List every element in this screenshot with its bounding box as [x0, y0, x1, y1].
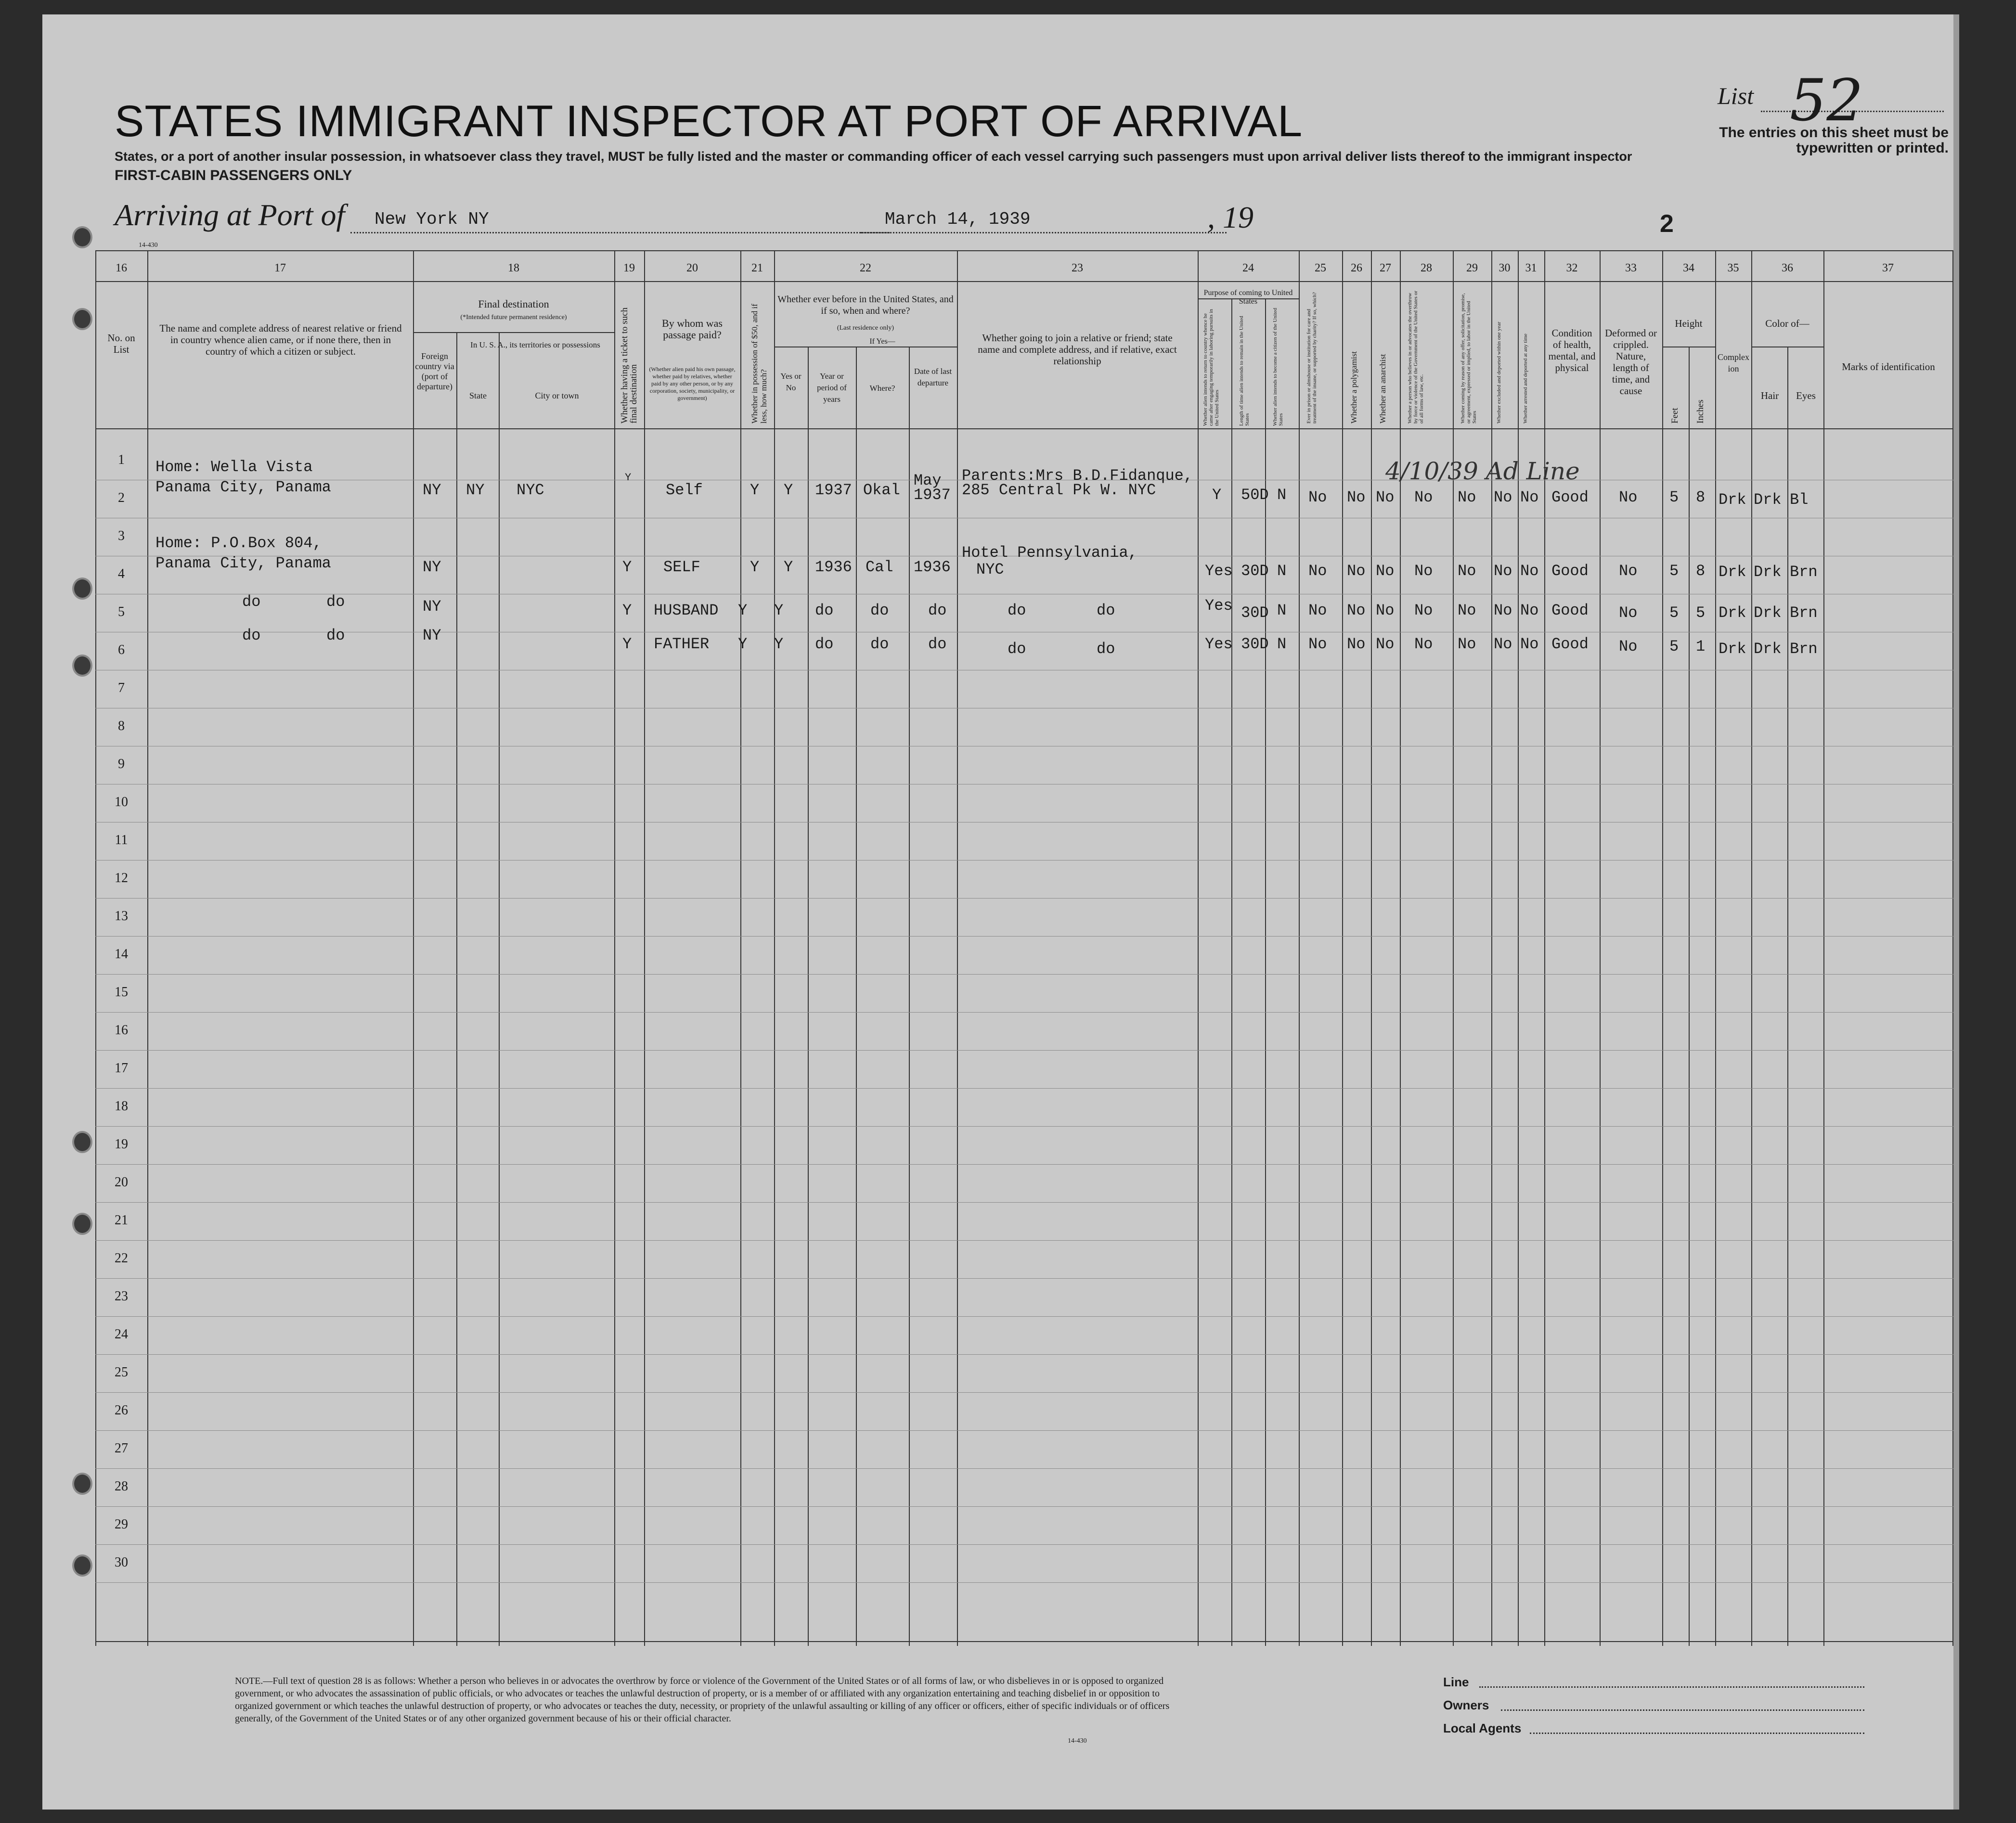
header-in-usa: In U. S. A., its territories or possessions [470, 340, 600, 349]
r5-purpose-c: N [1277, 602, 1287, 619]
row-rule [95, 1088, 1953, 1089]
instruction-text: States, or a port of another insular possession, in whatsoever class they travel, MUST be fully listed and the master or commanding officer of each vessel carrying such passengers must upon arrival deliver lists thereof to the immigrant inspector [115, 149, 1632, 164]
r1-date-line1: May [914, 472, 942, 489]
r5-c26: No [1347, 602, 1366, 619]
r3-joining-line1: Hotel Pennsylvania, [962, 544, 1137, 562]
r5-joining-2: do [1097, 602, 1115, 619]
row-number: 16 [115, 1023, 128, 1038]
header-hair: Hair [1760, 390, 1779, 401]
header-ticket: Whether having a ticket to such final destination [620, 307, 639, 424]
punch-hole [72, 226, 92, 248]
handwritten-annotation: 4/10/39 Ad Line [1385, 457, 1580, 485]
r6-possession-50: Y [738, 635, 748, 653]
r5-c27: No [1376, 602, 1395, 619]
row-number: 3 [118, 528, 125, 543]
arrival-date: March 14, 1939 [885, 209, 1031, 229]
header-prison: Ever in prison or almshouse or institution for care and treatment of the insane, or supported by charity? If so, which? [1306, 292, 1318, 424]
row-rule [95, 1050, 1953, 1051]
r5-where: do [870, 602, 889, 619]
r1-city: NYC [517, 481, 544, 499]
header-no-on-list: No. on List [107, 332, 135, 355]
col-number: 31 [1525, 262, 1537, 274]
r1-c26: No [1347, 488, 1366, 506]
col-line [413, 250, 414, 1646]
row-number: 23 [115, 1289, 128, 1304]
date-dots [861, 232, 1227, 233]
row-number: 8 [118, 719, 125, 733]
header-relative: The name and complete address of nearest relative or friend in country whence alien came, or if none there, then in country of which a citizen or subject. [159, 322, 402, 357]
r1-state: NY [466, 481, 485, 499]
header-purpose-b: Length of time alien intends to remain in the United States [1239, 316, 1250, 426]
r6-deformed: No [1619, 638, 1638, 655]
row-number: 10 [115, 795, 128, 809]
row-number: 25 [115, 1365, 128, 1380]
header-year-period: Year or period of years [817, 372, 847, 404]
r1-c28: No [1414, 488, 1433, 506]
row-rule [95, 1126, 1953, 1127]
r6-ticket: Y [622, 635, 632, 653]
header-purpose: Purpose of coming to United States [1203, 289, 1293, 306]
header-where: Where? [869, 384, 895, 393]
r3-c27: No [1376, 562, 1395, 580]
port-value: New York NY [375, 209, 489, 229]
row-number: 5 [118, 604, 125, 619]
header-state: State [469, 391, 487, 400]
r1-c29: No [1458, 488, 1476, 506]
r6-date: do [928, 635, 947, 653]
header-c31: Whether arrested and deported at any time [1523, 334, 1528, 424]
row-number: 28 [115, 1479, 128, 1494]
list-number: 52 [1790, 67, 1863, 134]
row-number: 12 [115, 871, 128, 886]
r5-ever-before: Y [774, 602, 784, 619]
r6-c27: No [1376, 635, 1395, 653]
row-number: 14 [115, 947, 128, 962]
agents-dots [1530, 1733, 1864, 1734]
punch-hole [72, 308, 92, 330]
row-rule [95, 1544, 1953, 1545]
r3-condition: Good [1551, 562, 1589, 580]
r6-where: do [870, 635, 889, 653]
r5-c29: No [1458, 602, 1476, 619]
r6-foreign: NY [423, 627, 441, 644]
col-number: 35 [1727, 262, 1739, 274]
r6-condition: Good [1551, 635, 1589, 653]
r5-passage: HUSBAND [654, 602, 719, 619]
col-number: 30 [1499, 262, 1511, 274]
r6-c30: No [1494, 635, 1512, 653]
r5-ditto-1: do [242, 593, 261, 611]
r6-purpose-b: 30D [1241, 635, 1269, 653]
col-line [1198, 250, 1199, 1646]
page-title: STATES IMMIGRANT INSPECTOR AT PORT OF ARRIVAL [115, 97, 1303, 146]
owners-dots [1501, 1709, 1864, 1711]
row-rule [95, 898, 1953, 899]
r1-c30: No [1494, 488, 1512, 506]
col-line [856, 347, 857, 1646]
header-c30: Whether excluded and deported within one year [1496, 321, 1502, 424]
header-final-dest-note: (*Intended future permanent residence) [460, 314, 567, 321]
r1-purpose-c: N [1277, 486, 1287, 504]
header-joining: Whether going to join a relative or friend; state name and complete address, and if relative, exact relationship [978, 332, 1177, 367]
r3-year: 1936 [815, 558, 852, 576]
header-feet: Feet [1670, 408, 1680, 424]
col-line [147, 250, 148, 1646]
row-number: 6 [118, 642, 125, 657]
row-number: 15 [115, 985, 128, 1000]
col-number: 33 [1625, 262, 1637, 274]
r1-eyes: Bl [1790, 491, 1809, 509]
col-line [614, 250, 615, 1646]
col-line [1751, 250, 1752, 1646]
row-rule [95, 1164, 1953, 1165]
row-number: 4 [118, 566, 125, 581]
form-number-bottom: 14-430 [1068, 1737, 1087, 1745]
row-rule [95, 974, 1953, 975]
r5-date: do [928, 602, 947, 619]
header-complexion: Complexion [1718, 352, 1749, 373]
header-color-of: Color of— [1765, 318, 1809, 329]
row-number: 30 [115, 1555, 128, 1570]
table-top-border [95, 250, 1953, 251]
r3-foreign: NY [423, 558, 441, 576]
owners-label: Owners [1443, 1698, 1489, 1712]
row-rule [95, 1392, 1953, 1393]
header-c29: Whether coming by reason of any offer, solicitation, promise, or agreement, expressed or implied, to labor in the United States [1460, 293, 1477, 424]
list-note: The entries on this sheet must be typewritten or printed. [1719, 125, 1949, 156]
col-number: 19 [623, 262, 635, 274]
r3-hair: Drk [1754, 563, 1782, 581]
row-number: 22 [115, 1251, 128, 1266]
r1-c31: No [1520, 488, 1539, 506]
header-bottom-border [95, 428, 1953, 429]
r6-c31: No [1520, 635, 1539, 653]
r3-where: Cal [866, 558, 893, 576]
r1-passage: Self [666, 481, 703, 499]
col-number: 29 [1466, 262, 1478, 274]
col-number: 37 [1882, 262, 1894, 274]
col-line [1662, 250, 1663, 1646]
col-line [1715, 250, 1716, 1646]
year-prefix: , 19 [1207, 200, 1254, 234]
r5-c30: No [1494, 602, 1512, 619]
col-line [1787, 347, 1788, 1646]
header-last-residence: (Last residence only) [837, 324, 894, 332]
col-line [1823, 250, 1824, 1646]
r3-joining-line2: NYC [976, 561, 1004, 578]
r5-possession-50: Y [738, 602, 748, 619]
row-number: 21 [115, 1213, 128, 1228]
r3-ever-before: Y [784, 558, 793, 576]
r6-ever-before: Y [774, 635, 784, 653]
r5-inches: 5 [1696, 604, 1706, 622]
r1-joining-line1: Parents:Mrs B.D.Fidanque, [962, 467, 1193, 485]
row-number: 26 [115, 1403, 128, 1418]
row-rule [95, 1278, 1953, 1279]
header-city: City or town [535, 391, 579, 400]
r6-ditto-1: do [242, 627, 261, 644]
col-number: 36 [1782, 262, 1793, 274]
row-rule [95, 1202, 1953, 1203]
row-rule [95, 1582, 1953, 1583]
col-line [499, 332, 500, 1646]
r3-feet: 5 [1669, 562, 1679, 580]
r6-joining-2: do [1097, 640, 1115, 658]
r3-date: 1936 [914, 558, 951, 576]
r1-purpose-b: 50D [1241, 486, 1269, 504]
col-number: 28 [1421, 262, 1432, 274]
r3-c31: No [1520, 562, 1539, 580]
header-eyes: Eyes [1796, 390, 1816, 401]
row-number: 2 [118, 490, 125, 505]
row-number: 18 [115, 1099, 128, 1114]
row-rule [95, 1240, 1953, 1241]
punch-hole [72, 578, 92, 600]
r5-deformed: No [1619, 604, 1638, 622]
header-inches: Inches [1695, 399, 1706, 424]
col-line [1371, 250, 1372, 1646]
r6-year: do [815, 635, 834, 653]
col-number: 34 [1683, 262, 1694, 274]
r1-foreign: NY [423, 481, 441, 499]
r1-complexion: Drk [1719, 491, 1746, 509]
r3-c25: No [1308, 562, 1327, 580]
r6-joining-1: do [1008, 640, 1026, 658]
col-number: 24 [1242, 262, 1254, 274]
header-date-departure: Date of last departure [914, 367, 952, 387]
r1-ever-before: Y [784, 481, 793, 499]
r5-feet: 5 [1669, 604, 1679, 622]
header-purpose-c: Whether alien intends to become a citizen of the United States [1272, 308, 1284, 426]
row-rule [95, 1430, 1953, 1431]
row-rule [95, 1354, 1953, 1355]
r1-inches: 8 [1696, 488, 1706, 506]
row-number: 9 [118, 757, 125, 771]
r1-c25: No [1308, 488, 1327, 506]
col-line [644, 250, 645, 1646]
r5-c25: No [1308, 602, 1327, 619]
col-number: 26 [1351, 262, 1362, 274]
col-number: 18 [508, 262, 519, 274]
r3-eyes: Brn [1790, 563, 1818, 581]
header-ever-before: Whether ever before in the United States, and if so, when and where? [777, 294, 954, 316]
r1-address-line1: Home: Wella Vista [155, 458, 313, 476]
header-passage: By whom was passage paid? [662, 317, 723, 341]
first-cabin-label: FIRST-CABIN PASSENGERS ONLY [115, 167, 352, 183]
manifest-sheet [42, 14, 1959, 1810]
punch-hole [72, 1554, 92, 1577]
r1-where: Okal [863, 481, 900, 499]
col-number: 22 [860, 262, 871, 274]
r6-c28: No [1414, 635, 1433, 653]
r5-hair: Drk [1754, 604, 1782, 622]
row-number: 11 [115, 833, 128, 847]
col-number: 25 [1315, 262, 1326, 274]
table-bottom-border [95, 1641, 1953, 1642]
r5-purpose-b: 30D [1241, 604, 1269, 622]
row-rule [95, 1012, 1953, 1013]
footnote-q28: NOTE.—Full text of question 28 is as follows: Whether a person who believes in or advocates the overthrow by force or violence of the Government of the United States or of all forms of law, or who disbelieves in or is opposed to organized government, or who advocates the assassination of public officials, or who advocates or teaches the unlawful destruction of property, or is a member of or affiliated with any organization entertaining and teaching disbelief in or opposition to organized government or which teaches the unlawful destruction of property, or who advocates or teaches the duty, necessity, or propriety of the unlawful assaulting or killing of any officer or officers, either of specific individuals or of officers generally, of the Government of the United States or of any other organized government because of his or their official character. [235, 1676, 1170, 1724]
subheader-line [413, 332, 614, 333]
r5-ditto-2: do [326, 593, 345, 611]
r3-purpose-c: N [1277, 562, 1287, 580]
header-purpose-a: Whether alien intends to return to country whence he came after engaging temporarily in laboring pursuits in the United States [1202, 309, 1220, 426]
r3-purpose-b: 30D [1241, 562, 1269, 580]
r5-foreign: NY [423, 598, 441, 616]
r6-c29: No [1458, 635, 1476, 653]
r6-purpose-a: Yes [1205, 635, 1233, 653]
r1-feet: 5 [1669, 488, 1679, 506]
header-yes-no: Yes or No [780, 372, 801, 392]
row-number: 24 [115, 1327, 128, 1342]
header-anarchist: Whether an anarchist [1378, 354, 1387, 424]
manifest-table [95, 250, 1953, 1646]
row-number: 13 [115, 909, 128, 924]
r5-c28: No [1414, 602, 1433, 619]
year-suffix: 2 [1660, 210, 1674, 238]
col-line [957, 250, 958, 1646]
r3-address-line2: Panama City, Panama [155, 554, 331, 572]
r5-ticket: Y [622, 602, 632, 619]
r5-purpose-a: Yes [1205, 597, 1233, 615]
port-dots [350, 232, 890, 233]
col-number: 27 [1380, 262, 1391, 274]
r3-deformed: No [1619, 562, 1638, 580]
r1-joining-line2: 285 Central Pk W. NYC [962, 481, 1156, 499]
list-label: List [1718, 82, 1754, 109]
r5-complexion: Drk [1719, 604, 1746, 622]
r5-eyes: Brn [1790, 604, 1818, 622]
punch-hole [72, 1213, 92, 1235]
col-line [774, 250, 775, 1646]
header-deformed: Deformed or crippled. Nature, length of time, and cause [1605, 327, 1657, 397]
colnum-divider [95, 281, 1953, 282]
r5-c31: No [1520, 602, 1539, 619]
r6-eyes: Brn [1790, 640, 1818, 658]
r1-purpose-a: Y [1212, 486, 1222, 504]
col-line [1299, 250, 1300, 1646]
r5-year: do [815, 602, 834, 619]
r3-c28: No [1414, 562, 1433, 580]
row-number: 29 [115, 1517, 128, 1532]
r6-complexion: Drk [1719, 640, 1746, 658]
row-rule [95, 1506, 1953, 1507]
r1-c27: No [1376, 488, 1395, 506]
header-passage-note: (Whether alien paid his own passage, whether paid by relatives, whether paid by any other person, or by any corporation, society, municipality, or government) [649, 366, 736, 401]
header-condition: Condition of health, mental, and physical [1548, 327, 1596, 373]
r1-hair: Drk [1754, 491, 1782, 509]
r5-joining-1: do [1008, 602, 1026, 619]
r5-condition: Good [1551, 602, 1589, 619]
r3-c29: No [1458, 562, 1476, 580]
header-foreign-country: Foreign country via (port of departure) [415, 351, 454, 391]
r1-condition: Good [1551, 488, 1589, 506]
row-number: 19 [115, 1137, 128, 1152]
r3-ticket: Y [622, 558, 632, 576]
r3-address-line1: Home: P.O.Box 804, [155, 534, 322, 552]
r6-hair: Drk [1754, 640, 1782, 658]
r3-inches: 8 [1696, 562, 1706, 580]
col-line [1689, 347, 1690, 1646]
line-dots [1479, 1686, 1864, 1688]
r6-purpose-c: N [1277, 635, 1287, 653]
r3-c26: No [1347, 562, 1366, 580]
local-agents-label: Local Agents [1443, 1721, 1522, 1735]
r1-year: 1937 [815, 481, 852, 499]
header-height: Height [1675, 318, 1703, 329]
row-rule [95, 936, 1953, 937]
header-marks: Marks of identification [1842, 361, 1935, 372]
row-number: 17 [115, 1061, 128, 1076]
r1-address-line2: Panama City, Panama [155, 478, 331, 496]
header-final-destination: Final destination [478, 298, 549, 310]
col-line [909, 347, 910, 1646]
col-line [1231, 298, 1232, 1646]
form-number-top: 14-430 [139, 242, 158, 249]
line-label: Line [1443, 1675, 1469, 1689]
punch-hole [72, 1473, 92, 1495]
row-number: 7 [118, 680, 125, 695]
row-number: 27 [115, 1441, 128, 1456]
col-number: 17 [274, 262, 286, 274]
row-number: 20 [115, 1175, 128, 1190]
r1-possession-50: Y [750, 481, 760, 499]
header-c28: Whether a person who believes in or advocates the overthrow by force or violence of the Government of the United States or of all forms of law, etc. [1407, 291, 1424, 424]
col-number: 16 [116, 262, 127, 274]
r6-c26: No [1347, 635, 1366, 653]
col-line [1342, 250, 1343, 1646]
col-line [808, 347, 809, 1646]
r1-deformed: No [1619, 488, 1638, 506]
r3-purpose-a: Yes [1205, 562, 1233, 580]
punch-hole [72, 1131, 92, 1153]
col-line [740, 250, 741, 1646]
header-polygamist: Whether a polygamist [1349, 351, 1358, 424]
r3-complexion: Drk [1719, 563, 1746, 581]
punch-hole [72, 655, 92, 677]
r3-passage: SELF [663, 558, 700, 576]
r6-c25: No [1308, 635, 1327, 653]
col-number: 21 [751, 262, 763, 274]
col-number: 32 [1566, 262, 1578, 274]
row-number: 1 [118, 452, 125, 467]
r1-ticket: Y [625, 472, 632, 484]
header-possession-50: Whether in possession of $50, and if less, how much? [750, 304, 768, 424]
r1-date-line2: 1937 [914, 486, 951, 504]
header-if-yes: If Yes— [869, 337, 895, 346]
r3-possession-50: Y [750, 558, 760, 576]
r6-inches: 1 [1696, 638, 1706, 655]
col-number: 23 [1072, 262, 1083, 274]
r6-feet: 5 [1669, 638, 1679, 655]
col-number: 20 [686, 262, 698, 274]
col-line [1600, 250, 1601, 1646]
r6-ditto-2: do [326, 627, 345, 644]
r3-c30: No [1494, 562, 1512, 580]
arriving-label: Arriving at Port of [115, 198, 345, 232]
row-rule [95, 1468, 1953, 1469]
col-line [456, 332, 457, 1646]
row-rule [95, 1316, 1953, 1317]
r6-passage: FATHER [654, 635, 710, 653]
col-line [1952, 250, 1953, 1646]
